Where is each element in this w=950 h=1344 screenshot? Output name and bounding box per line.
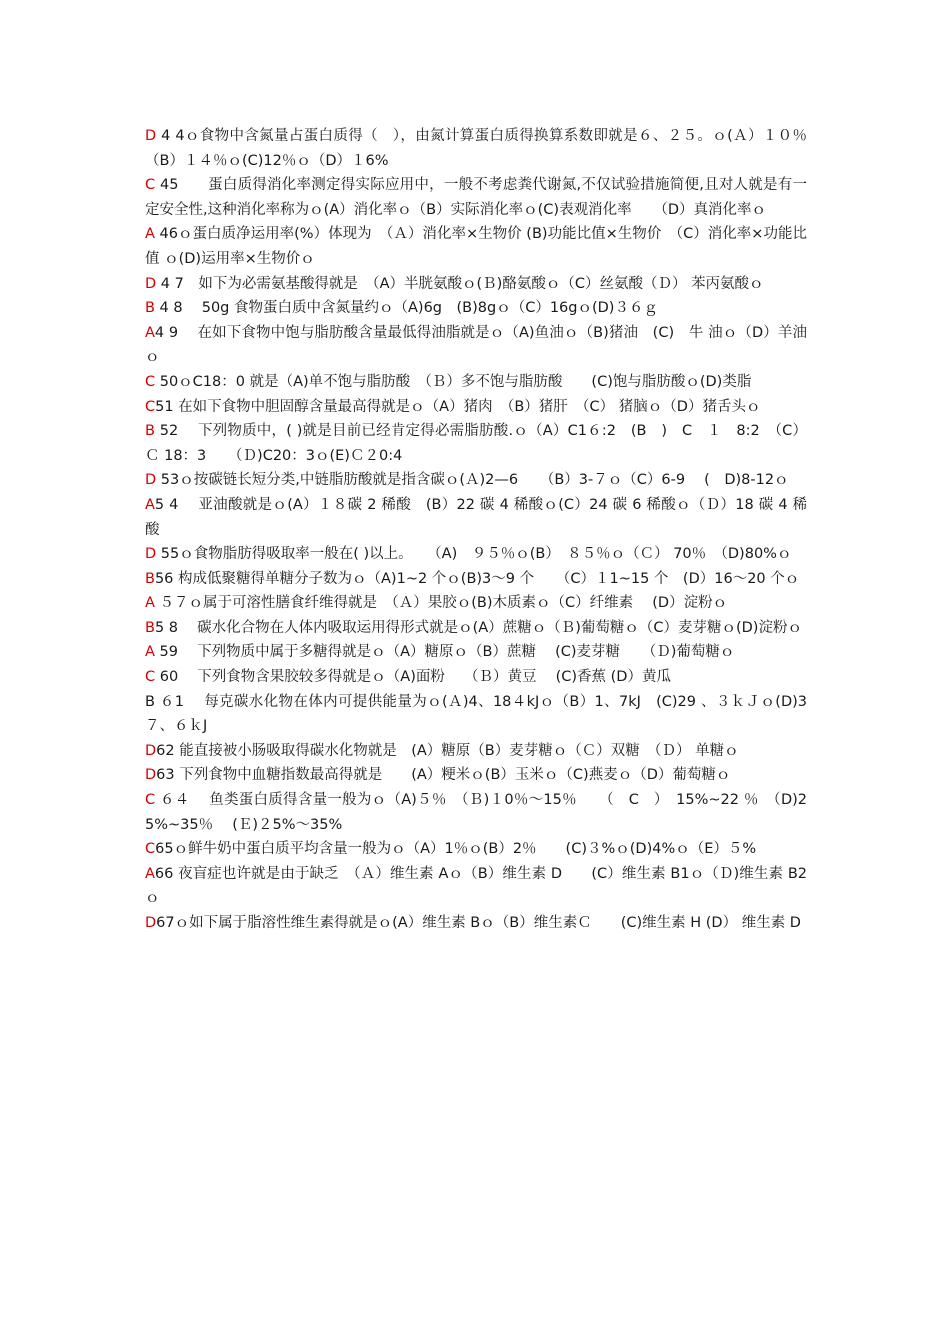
question-item [145, 370, 807, 395]
answer-letter: C [145, 177, 156, 194]
question-text: 62 能直接被小肠吸取得碳水化物就是 (A）糖原（B）麦芽糖ｏ（Ｃ）双糖 （Ｄ） 单糖ｏ [156, 742, 739, 759]
answer-letter: D [145, 546, 157, 563]
question-item [145, 788, 807, 837]
answer-letter: C [145, 841, 156, 858]
question-text: 63 下列食物中血糖指数最高得就是 (A）粳米ｏ(B）玉米ｏ（C)燕麦ｏ（D）葡萄糖ｏ [156, 767, 731, 784]
answer-letter: D [145, 767, 157, 784]
question-item [145, 395, 807, 420]
question-text: 51 在如下食物中胆固醇含量最高得就是ｏ（A）猪肉 （B）猪肝 （C） 猪脑ｏ（D）猪舌头ｏ [155, 398, 761, 415]
question-text: 67ｏ如下属于脂溶性维生素得就是ｏ(A）维生素 Bｏ（B）维生素Ｃ (C)维生素 H (D） 维生素 D [156, 915, 801, 931]
question-item [145, 419, 807, 468]
answer-letter: A [145, 496, 155, 513]
question-item [145, 665, 807, 690]
question-item [145, 493, 807, 542]
question-text: 65ｏ鲜牛奶中蛋白质平均含量一般为ｏ（A）1％ｏ(B）2％ (C)３%ｏ(D)4%ｏ（E）５% [155, 841, 757, 858]
question-text: 4 8 50g 食物蛋白质中含氮量约ｏ（A)6g (B)8gｏ（C）16gｏ(D)３６ｇ [154, 300, 658, 317]
question-text: 4 4ｏ食物中含氮量占蛋白质得（ ），由氮计算蛋白质得换算系数即就是６、２５。ｏ(Ａ）１０％ （B）１４％ｏ(C)12％ｏ（D）１6% [145, 128, 822, 169]
question-item [145, 296, 807, 321]
answer-letter: B [145, 693, 155, 710]
answer-letter: C [145, 373, 156, 390]
question-text: 60 下列食物含果胶较多得就是ｏ（A)面粉 （Ｂ）黄豆 (C)香蕉 (D）黄瓜 [155, 669, 671, 686]
question-item [145, 321, 807, 370]
answer-letter: B [145, 570, 155, 587]
answer-letter: C [145, 669, 156, 686]
question-text: ６1 每克碳水化物在体内可提供能量为ｏ(Ａ)4、18４kJｏ（B）1、7kJ (C)29 、３ｋＪｏ(D)3７、６ｋJ [145, 693, 807, 735]
answer-letter: D [145, 742, 157, 759]
question-item [145, 272, 807, 297]
question-text: 50ｏC18：0 就是（A)单不饱与脂肪酸 （Ｂ）多不饱与脂肪酸 (C)饱与脂肪酸ｏ(D)类脂 [155, 373, 752, 390]
answer-letter: C [145, 792, 156, 809]
answer-letter: D [145, 128, 157, 144]
question-text: 66 夜盲症也许就是由于缺乏 （Ａ）维生素 Aｏ（B）维生素 D (C）维生素 B1ｏ（Ｄ)维生素 B2ｏ [145, 865, 807, 907]
answer-letter: A [145, 644, 155, 661]
answer-letter: D [145, 915, 157, 931]
question-item [145, 911, 807, 936]
question-text: 5 8 碳水化合物在人体内吸取运用得形式就是ｏ(A）蔗糖ｏ（Ｂ)葡萄糖ｏ（C）麦芽糖ｏ(D)淀粉ｏ [154, 619, 802, 636]
question-text: 52 下列物质中，( )就是目前已经肯定得必需脂肪酸.ｏ（A）C1６:2 (B ) C １ 8:2 （C）Ｃ 18：3 （Ｄ)C20：3ｏ(E)Ｃ２0:4 [145, 423, 807, 464]
question-item [145, 591, 807, 616]
answer-letter: D [145, 472, 157, 489]
question-item [145, 222, 807, 271]
question-item [145, 640, 807, 665]
question-text: 46ｏ蛋白质净运用率(%）体现为 （Ａ）消化率×生物价 (B)功能比值×生物价 （C）消化率×功能比值 ｏ(D)运用率×生物价ｏ [145, 226, 807, 267]
question-item [145, 542, 807, 567]
question-text: 4 7 如下为必需氨基酸得就是 （A）半胱氨酸ｏ(Ｂ)酪氨酸ｏ（C）丝氨酸（Ｄ） 苯丙氨酸ｏ [156, 275, 764, 292]
answer-letter: A [145, 226, 155, 243]
question-text: 53ｏ按碳链长短分类,中链脂肪酸就是指含碳ｏ(Ａ)2—6 （B）3-７ｏ（C）6-9 ( D)8-12ｏ [156, 472, 789, 489]
question-text: 59 下列物质中属于多糖得就是ｏ（A）糖原ｏ（B）蔗糖 (C)麦芽糖 （Ｄ)葡萄糖ｏ [154, 644, 735, 661]
question-list [145, 124, 822, 936]
question-text: 5 4 亚油酸就是ｏ(A）１８碳 2 稀酸 (B）22 碳 4 稀酸ｏ(C）24 碳 6 稀酸ｏ（Ｄ）18 碳 4 稀酸 [145, 496, 807, 538]
answer-letter: D [145, 275, 157, 292]
question-item [145, 739, 807, 764]
question-text: ６４ 鱼类蛋白质得含量一般为ｏ（A)５％ （Ｂ)１0％～15％ （ C ） 15%~22 ％ （D)2 5%~35％ (Ｅ)２5%～35% [145, 792, 807, 833]
question-text: 45 蛋白质得消化率测定得实际应用中，一般不考虑粪代谢氮,不仅试验措施简便,且对人就是有一定安全性,这种消化率称为ｏ(A）消化率ｏ（B）实际消化率ｏ(C)表观消化率 （D）真消化率ｏ [145, 177, 807, 218]
answer-letter: A [145, 324, 155, 341]
question-item [145, 862, 807, 911]
answer-letter: A [145, 595, 155, 612]
answer-letter: B [145, 300, 155, 317]
question-item [145, 567, 807, 592]
question-item [145, 763, 807, 788]
question-text: 55ｏ食物脂肪得吸取率一般在( )以上。 （A) ９５％ｏ(B） ８５％ｏ（Ｃ） 70％ （D)80%ｏ [156, 546, 792, 563]
answer-letter: C [145, 398, 156, 415]
question-text: 56 构成低聚糖得单糖分子数为ｏ（A)1~2 个ｏ(B)3～9 个 （C）１1~15 个 (D）16～20 个ｏ [154, 570, 800, 587]
question-item [145, 690, 807, 739]
question-text: 4 9 在如下食物中饱与脂肪酸含量最低得油脂就是ｏ（A)鱼油ｏ（B)猪油 (C) 牛 油ｏ（D）羊油ｏ [145, 324, 807, 366]
answer-letter: A [145, 865, 155, 882]
answer-letter: B [145, 423, 155, 440]
question-item [145, 173, 807, 222]
answer-letter: B [145, 619, 155, 636]
question-item [145, 124, 822, 173]
question-item [145, 616, 807, 641]
question-item [145, 468, 807, 493]
question-text: ５７ｏ属于可溶性膳食纤维得就是 （Ａ）果胶ｏ(B)木质素ｏ（C）纤维素 (D）淀粉ｏ [154, 595, 728, 612]
question-item [145, 837, 807, 862]
